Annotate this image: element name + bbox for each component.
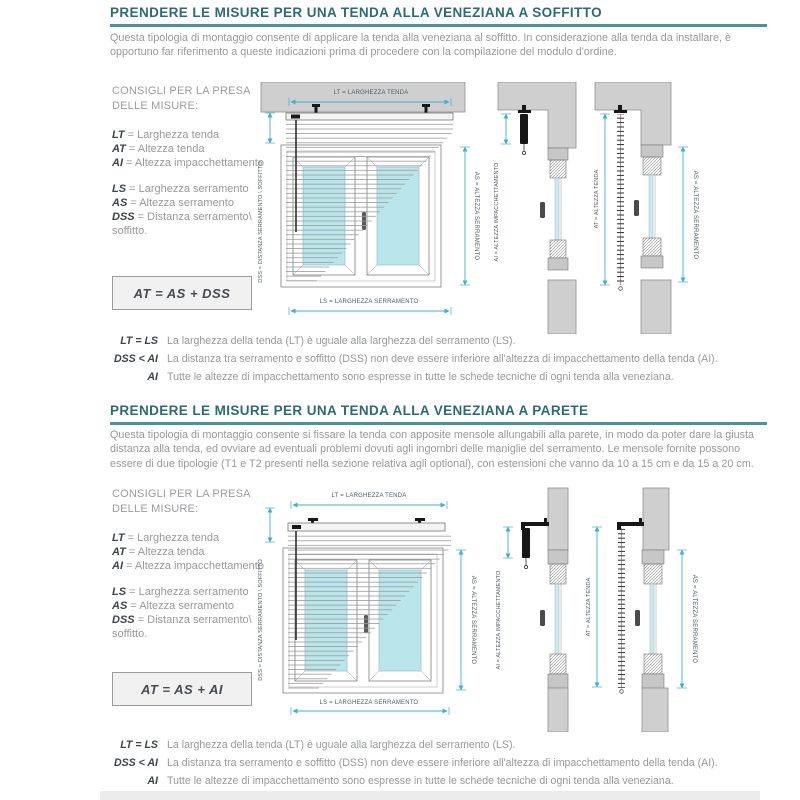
- blind-headrail: [288, 523, 445, 531]
- ai-dimension-label: AI = ALTEZZA IMPACCHETTAMENTO: [496, 570, 502, 670]
- formula-box-soffitto: AT = AS + DSS: [112, 276, 252, 310]
- legend-item: LS = Larghezza serramento: [112, 183, 249, 195]
- note-text: Tutte le altezze di impacchettamento sono espresse in tutte le schede tecniche di ogni tenda alla veneziana.: [167, 371, 674, 384]
- notes-parete: [108, 739, 784, 789]
- as-dimension-label: AS = ALTEZZA SERRAMENTO: [473, 171, 479, 261]
- note-label: DSS < AI: [113, 757, 158, 770]
- section-parete-heading: PRENDERE LE MISURE PER UNA TENDA ALLA VENEZIANA A PARETE: [110, 403, 767, 425]
- dss-dimension-label: DSS = DISTANZA SERRAMENTO \ SOFFITTO: [258, 559, 264, 681]
- lt-dimension-label: LT = LARGHEZZA TENDA: [331, 493, 407, 499]
- as-dimension-label: AS = ALTEZZA SERRAMENTO: [691, 574, 697, 664]
- side-view-packed-soffitto: [492, 82, 592, 334]
- page-bottom-edge: [100, 791, 760, 800]
- advice-title-1: CONSIGLI PER LA PRESA DELLE MISURE:: [112, 85, 251, 112]
- note-label: LT = LS: [120, 335, 158, 347]
- legend-item: LS = Larghezza serramento: [112, 586, 249, 598]
- packed-blind: [522, 528, 530, 558]
- note-label: AI: [147, 371, 158, 384]
- upper-wall-section: [548, 488, 568, 550]
- lower-wall-section: [641, 280, 671, 334]
- ceiling-wall-section: [498, 82, 576, 148]
- ai-dimension-label: AI = ALTEZZA IMPACCHETTAMENTO: [494, 162, 500, 262]
- note-text: La larghezza della tenda (LT) è uguale alla larghezza del serramento (LS).: [167, 739, 516, 751]
- notes-soffitto: [108, 335, 784, 385]
- section-soffitto-heading: PRENDERE LE MISURE PER UNA TENDA ALLA VENEZIANA A SOFFITTO: [110, 5, 767, 27]
- legend-item: LT = Larghezza tenda: [112, 129, 220, 141]
- at-dimension-label: AT = ALTEZZA TENDA: [586, 577, 592, 637]
- section-parete-intro: Questa tipologia di montaggio consente si fissare la tenda con apposite mensole allungabili alla parete, in modo da poter dare la giusta distanza alla tenda, ed ovviare ad eventuali problemi dovuti agli ingombri delle maniglie del serramento. Le mensole fornite possono essere di due tipologie (T1 e T2 presenti nella sezione relativa agli optional), con estensioni che vanno da 10 a 15 cm e da 15 a 20 cm.: [110, 429, 755, 470]
- legend-tenda-2: [112, 531, 264, 573]
- lower-wall-section: [548, 280, 576, 334]
- upper-wall-section: [643, 488, 669, 550]
- ceiling-wall-section: [595, 82, 671, 145]
- advice-title-2: CONSIGLI PER LA PRESA DELLE MISURE:: [112, 488, 251, 515]
- note-label: LT = LS: [120, 739, 158, 751]
- as-dimension-label: AS = ALTEZZA SERRAMENTO: [470, 575, 476, 665]
- ls-dimension-label: LS = LARGHEZZA SERRAMENTO: [319, 299, 419, 305]
- legend-serramento-2: [112, 585, 264, 641]
- legend-item: DSS = Distanza serramento\ soffitto.: [112, 211, 252, 238]
- blind-headrail: [286, 113, 453, 120]
- note-text: La larghezza della tenda (LT) è uguale alla larghezza del serramento (LS).: [167, 335, 516, 347]
- legend-item: AI = Altezza impacchettamento: [112, 157, 264, 170]
- legend-item: AS = Altezza serramento: [112, 197, 234, 210]
- legend-tenda-1: [112, 128, 264, 170]
- legend-item: AI = Altezza impacchettamento: [112, 560, 264, 573]
- dss-dimension-label: DSS = DISTANZA SERRAMENTO \ SOFFITTO: [258, 161, 264, 283]
- side-view-packed-parete: [496, 480, 596, 732]
- note-text: La distanza tra serramento e soffitto (DSS) non deve essere inferiore all'altezza di impacchettamento della tenda (AI).: [167, 757, 718, 770]
- ceiling-slab: [261, 82, 465, 112]
- window-handle: [635, 610, 640, 626]
- front-view-diagram-soffitto: [253, 82, 493, 334]
- legend-item: AT = Altezza tenda: [112, 143, 205, 156]
- legend-item: DSS = Distanza serramento\ soffitto.: [112, 614, 252, 641]
- front-view-diagram-parete: [253, 480, 493, 732]
- legend-serramento-1: [112, 182, 264, 238]
- window-cross-section: [540, 550, 568, 688]
- legend-item: AS = Altezza serramento: [112, 600, 234, 613]
- lower-wall-section: [548, 688, 568, 732]
- at-dimension-label: AT = ALTEZZA TENDA: [594, 169, 600, 229]
- note-text: Tutte le altezze di impacchettamento sono espresse in tutte le schede tecniche di ogni tenda alla veneziana.: [167, 775, 674, 788]
- window-cross-section: [635, 550, 664, 688]
- lt-dimension-label: LT = LARGHEZZA TENDA: [333, 90, 409, 96]
- formula-box-parete: AT = AS + AI: [112, 672, 252, 706]
- window-handle: [540, 202, 545, 218]
- window-handle: [634, 200, 639, 216]
- note-label: DSS < AI: [113, 353, 158, 366]
- side-view-extended-parete: [586, 480, 704, 732]
- ls-dimension-label: LS = LARGHEZZA SERRAMENTO: [319, 700, 419, 706]
- side-view-extended-soffitto: [593, 82, 705, 334]
- window-cross-section: [634, 145, 663, 268]
- legend-item: LT = Larghezza tenda: [112, 532, 220, 544]
- window-cross-section: [540, 148, 568, 270]
- packed-blind: [520, 114, 528, 144]
- lower-wall-section: [642, 688, 668, 732]
- as-dimension-label: AS = ALTEZZA SERRAMENTO: [692, 170, 698, 260]
- window-handle: [540, 610, 545, 626]
- note-text: La distanza tra serramento e soffitto (DSS) non deve essere inferiore all'altezza di impacchettamento della tenda (AI).: [167, 353, 718, 366]
- legend-item: AT = Altezza tenda: [112, 546, 205, 559]
- section-soffitto-intro: Questa tipologia di montaggio consente di applicare la tenda alla veneziana al soffitto. In considerazione alla tenda da installare, è opportuno far riferimento a queste indicazioni prima di procedere con la compilazione del modulo d'ordine.: [110, 32, 732, 59]
- note-label: AI: [147, 775, 158, 788]
